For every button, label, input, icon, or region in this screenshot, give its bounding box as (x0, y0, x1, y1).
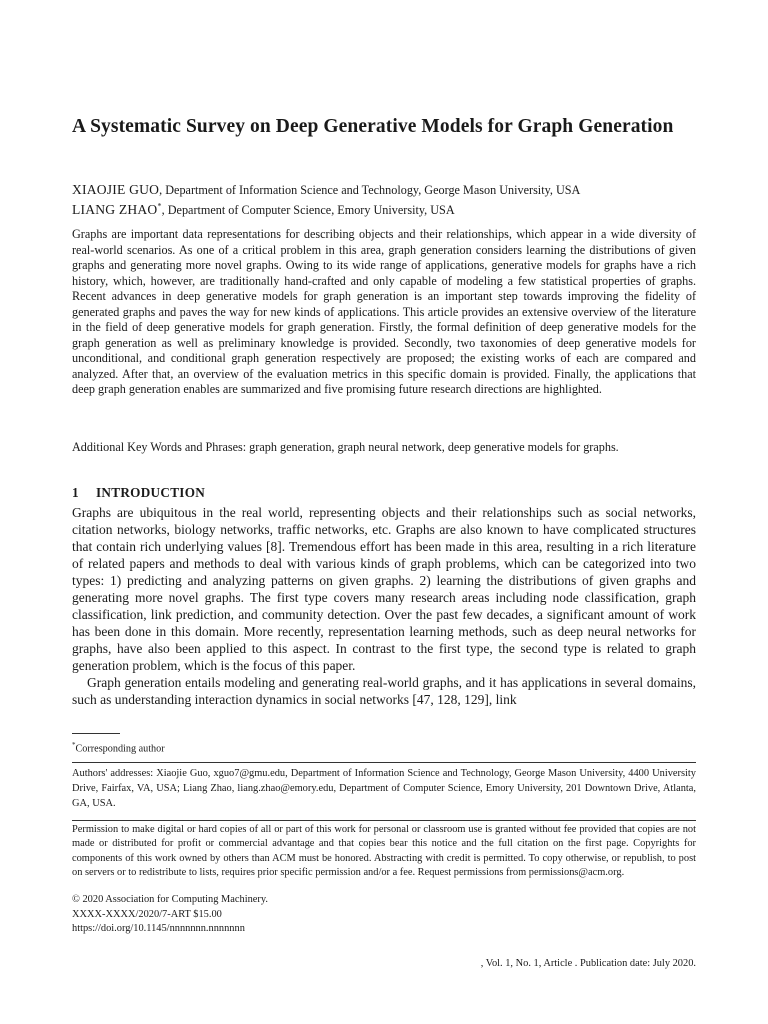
addresses-divider (72, 762, 696, 763)
publication-footer: , Vol. 1, No. 1, Article . Publication date: July 2020. (480, 958, 696, 969)
abstract: Graphs are important data representations for describing objects and their relationships, which appear in a wide diversity of real-world scenarios. As one of a critical problem in this area, graph generation considers learning the distributions of given graphs and generating more novel graphs. Owing to its wide range of applications, generative models for graphs have a rich history, which, however, are traditionally hand-crafted and only capable of modeling a few statistical properties of graphs. Recent advances in deep generative models for graph generation is an important step towards improving the fidelity of generated graphs and paves the way for new kinds of applications. This article provides an extensive overview of the literature in the field of deep generative models for graph generation. Firstly, the formal definition of deep generative models for the graph generation as well as preliminary knowledge is provided. Secondly, two taxonomies of deep generative models for unconditional, and conditional graph generation respectively are proposed; the existing works of each are compared and analyzed. After that, an overview of the evaluation metrics in this specific domain is provided. Finally, the applications that deep graph generation enables are summarized and five promising future research directions are highlighted. (72, 227, 696, 396)
author-name (72, 202, 162, 217)
issn-line: XXXX-XXXX/2020/7-ART $15.00 (72, 908, 222, 920)
author-name: XIAOJIE GUO (72, 182, 160, 197)
footnote-divider (72, 733, 120, 734)
footnote-marker: * (72, 741, 76, 749)
paper-title: A Systematic Survey on Deep Generative Models for Graph Generation (72, 116, 674, 137)
section-heading (72, 484, 205, 501)
copyright-line: © 2020 Association for Computing Machinery. (72, 894, 268, 905)
body-paragraph: Graphs are ubiquitous in the real world, representing objects and their relationships such as social networks, citation networks, biology networks, traffic networks, etc. Graphs are also known to have complicated structures that contain rich underlying values [8]. Tremendous effort has been made in this area, resulting in a rich literature of related papers and methods to deal with various kinds of graph problems, which can be categorized into two types: 1) predicting and analyzing patterns on given graphs. 2) learning the distributions of given graphs and generating more novel graphs. The first type covers many research areas including node classification, graph classification, link prediction, and community detection. Over the past few decades, a significant amount of work has been done in this domain. More recently, representation learning methods, such as deep neural networks for graphs, have also been applied to this aspect. In contrast to the first type, the second type is related to graph generation problem, which is the focus of this paper. (72, 505, 696, 673)
author-addresses: Authors' addresses: Xiaojie Guo, xguo7@gmu.edu, Department of Information Science and Technology, George Mason University, 4400 University Drive, Fairfax, VA, USA; Liang Zhao, liang.zhao@emory.edu, Department of Computer Science, Emory University, 201 Downtown Drive, Atlanta, GA, USA. (72, 768, 696, 809)
section-title: INTRODUCTION (96, 485, 206, 500)
paper-page (72, 0, 696, 1024)
footnote-text: Corresponding author (75, 743, 165, 755)
keywords: Additional Key Words and Phrases: graph generation, graph neural network, deep generative models for graphs. (72, 440, 619, 454)
introduction-body (72, 504, 696, 708)
author-list (72, 180, 696, 220)
corresponding-author-marker: * (157, 201, 162, 211)
permission-notice: Permission to make digital or hard copies of all or part of this work for personal or classroom use is granted without fee provided that copies are not made or distributed for profit or commercial advantage and that copies bear this notice and the full citation on the first page. Copyrights for components of this work owned by others than ACM must be honored. Abstracting with credit is permitted. To copy otherwise, or republish, to post on servers or to redistribute to lists, requires prior specific permission and/or a fee. Request permissions from permissions@acm.org. (72, 824, 696, 879)
copyright-block (72, 893, 696, 937)
body-paragraph: Graph generation entails modeling and generating real-world graphs, and it has applications in several domains, such as understanding interaction dynamics in social networks [47, 128, 129], link (72, 675, 696, 707)
author-affiliation: Department of Information Science and Technology, George Mason University, USA (165, 183, 581, 197)
author-affiliation: Department of Computer Science, Emory University, USA (167, 203, 455, 217)
doi-link[interactable]: https://doi.org/10.1145/nnnnnnn.nnnnnnn (72, 923, 245, 934)
footnote (72, 739, 165, 755)
section-number: 1 (72, 485, 79, 500)
author-name-text: LIANG ZHAO (72, 202, 158, 217)
author-entry: LIANG ZHAO*, Department of Computer Science, Emory University, USA (72, 201, 455, 217)
permission-divider (72, 820, 696, 821)
author-entry: XIAOJIE GUO, Department of Information Science and Technology, George Mason University, USA (72, 182, 581, 197)
